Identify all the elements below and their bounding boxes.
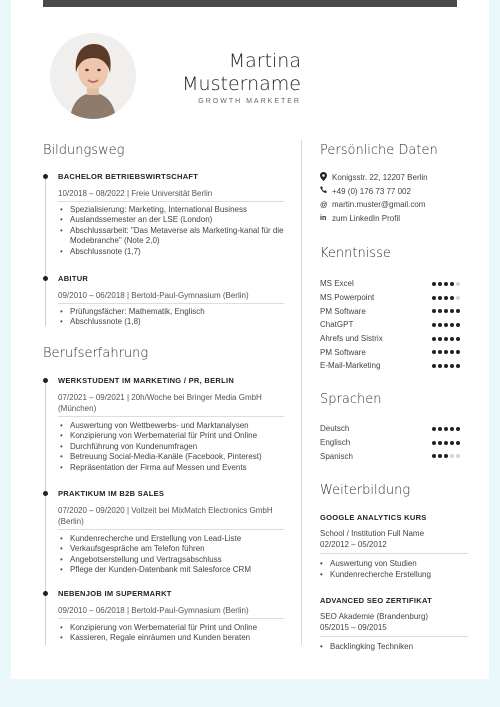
skill-row — [320, 277, 460, 291]
rating-dot — [456, 350, 460, 354]
experience-bullets — [60, 623, 292, 644]
training-title: GOOGLE ANALYTICS KURS — [320, 513, 427, 522]
skill-rating — [432, 364, 460, 368]
rating-dot — [456, 441, 460, 445]
skill-name: E-Mail-Marketing — [320, 361, 381, 371]
rating-dot — [444, 427, 448, 431]
education-title: ABITUR — [58, 274, 89, 283]
list-item: • Auswertung von Studien — [320, 558, 470, 569]
contact-list — [320, 171, 480, 225]
list-item: • Kassieren, Regale einräumen und Kunden beraten — [60, 633, 292, 643]
timeline-dot — [43, 174, 48, 179]
list-item: • Auslandssemester an der LSE (London) — [60, 215, 292, 225]
skill-rating — [432, 309, 460, 313]
experience-dates: 07/2021 – 09/2021 | 20h/Woche bei Bringer Media GmbH (München) — [58, 393, 262, 413]
list-item: • Konzipierung von Werbematerial für Print und Online — [60, 431, 292, 441]
training-dates: 02/2012 – 05/2012 — [320, 540, 387, 549]
contact-phone — [320, 185, 480, 199]
rating-dot — [432, 454, 436, 458]
location-pin-icon — [320, 172, 332, 183]
rating-dot — [456, 364, 460, 368]
skill-rating — [432, 337, 460, 341]
skill-name: Ahrefs und Sistrix — [320, 334, 383, 344]
experience-meta — [58, 392, 284, 417]
heading-training: Weiterbildung — [320, 483, 411, 498]
language-rating — [432, 454, 460, 458]
skill-name: PM Software — [320, 347, 366, 357]
rating-dot — [438, 364, 442, 368]
rating-dot — [444, 323, 448, 327]
rating-dot — [432, 441, 436, 445]
linkedin-icon: in — [320, 214, 327, 222]
contact-linkedin[interactable] — [320, 212, 480, 226]
rating-dot — [432, 350, 436, 354]
list-item: • Pflege der Kunden-Datenbank mit Salesforce CRM — [60, 565, 292, 575]
list-item: • Backlingking Techniken — [320, 641, 470, 652]
education-dates: 09/2010 – 06/2018 | Bertold-Paul-Gymnasium (Berlin) — [58, 291, 249, 300]
list-item: • Kundenrecherche und Erstellung von Lead-Liste — [60, 534, 292, 544]
training-bullets — [320, 641, 470, 652]
experience-bullets — [60, 534, 292, 576]
skill-rating — [432, 323, 460, 327]
rating-dot — [438, 296, 442, 300]
training-org: School / Institution Full Name — [320, 529, 425, 538]
phone-icon — [320, 186, 332, 196]
list-item: • Durchführung von Kundenumfragen — [60, 442, 292, 452]
rating-dot — [450, 364, 454, 368]
skill-row — [320, 291, 460, 305]
list-item: • Spezialisierung: Marketing, International Business — [60, 205, 292, 215]
rating-dot — [432, 282, 436, 286]
language-rating — [432, 441, 460, 445]
experience-dates: 09/2010 – 06/2018 | Bertold-Paul-Gymnasium (Berlin) — [58, 606, 249, 615]
training-title: ADVANCED SEO ZERTIFIKAT — [320, 596, 433, 605]
rating-dot — [444, 296, 448, 300]
rating-dot — [438, 282, 442, 286]
email-icon: @ — [320, 200, 328, 210]
rating-dot — [432, 427, 436, 431]
list-item: • Angebotserstellung und Vertragsabschluss — [60, 555, 292, 565]
training-bullets — [320, 558, 470, 580]
top-bar — [43, 0, 457, 7]
rating-dot — [456, 323, 460, 327]
rating-dot — [444, 282, 448, 286]
rating-dot — [444, 309, 448, 313]
skill-rating — [432, 282, 460, 286]
last-name: Mustername — [182, 73, 301, 95]
list-item: • Verkaufsgespräche am Telefon führen — [60, 544, 292, 554]
experience-meta — [58, 605, 284, 619]
rating-dot — [450, 282, 454, 286]
training-entry — [320, 513, 470, 580]
language-row — [320, 422, 460, 436]
rating-dot — [438, 337, 442, 341]
experience-timeline — [45, 380, 46, 645]
list-item: • Auswertung von Wettbewerbs- und Marktanalysen — [60, 421, 292, 431]
email-link[interactable]: martin.muster@gmail.com — [332, 200, 426, 210]
list-item: • Kundenrecherche Erstellung — [320, 569, 470, 580]
rating-dot — [444, 441, 448, 445]
rating-dot — [450, 309, 454, 313]
list-item: • Abschlussnote (1,7) — [60, 247, 292, 257]
language-rating — [432, 427, 460, 431]
resume-page — [11, 0, 489, 679]
skill-rating — [432, 296, 460, 300]
list-item: • Prüfungsfächer: Mathematik, Englisch — [60, 307, 292, 317]
rating-dot — [438, 441, 442, 445]
list-item: • Repräsentation der Firma auf Messen und Events — [60, 463, 292, 473]
heading-experience: Berufserfahrung — [43, 346, 149, 361]
education-timeline — [45, 176, 46, 326]
contact-email[interactable] — [320, 198, 480, 212]
rating-dot — [432, 323, 436, 327]
skill-row — [320, 345, 460, 359]
profile-photo — [50, 33, 136, 119]
education-bullets — [60, 205, 292, 257]
linkedin-link[interactable]: zum LinkedIn Profil — [332, 213, 401, 223]
education-meta — [58, 290, 284, 304]
rating-dot — [450, 350, 454, 354]
rating-dot — [438, 427, 442, 431]
timeline-dot — [43, 491, 48, 496]
rating-dot — [444, 337, 448, 341]
training-org: SEO Akademie (Brandenburg) — [320, 612, 429, 621]
skill-row — [320, 359, 460, 373]
experience-title: PRAKTIKUM IM B2B SALES — [58, 489, 165, 498]
language-name: Spanisch — [320, 451, 353, 461]
rating-dot — [456, 427, 460, 431]
skill-name: MS Excel — [320, 279, 354, 289]
training-entry — [320, 596, 470, 652]
rating-dot — [456, 337, 460, 341]
skill-row — [320, 318, 460, 332]
language-name: Deutsch — [320, 424, 350, 434]
rating-dot — [438, 350, 442, 354]
rating-dot — [450, 337, 454, 341]
rating-dot — [432, 309, 436, 313]
rating-dot — [450, 323, 454, 327]
experience-meta — [58, 505, 284, 530]
rating-dot — [432, 364, 436, 368]
list-item: • Konzipierung von Werbematerial für Print und Online — [60, 623, 292, 633]
education-title: BACHELOR BETRIEBSWIRTSCHAFT — [58, 172, 199, 181]
heading-education: Bildungsweg — [43, 143, 125, 158]
rating-dot — [438, 454, 442, 458]
languages-list — [320, 422, 460, 463]
rating-dot — [450, 296, 454, 300]
language-row — [320, 449, 460, 463]
skill-name: PM Software — [320, 306, 366, 316]
rating-dot — [444, 454, 448, 458]
rating-dot — [438, 323, 442, 327]
skills-list — [320, 277, 460, 373]
training-dates: 05/2015 – 09/2015 — [320, 623, 387, 632]
education-dates: 10/2018 – 08/2022 | Freie Universität Berlin — [58, 189, 213, 198]
phone-text: +49 (0) 176 73 77 002 — [332, 186, 411, 196]
skill-name: ChatGPT — [320, 320, 354, 330]
list-item: • Betreuung Social-Media-Kanäle (Facebook, Pinterest) — [60, 452, 292, 462]
rating-dot — [450, 441, 454, 445]
first-name: Martina — [228, 50, 301, 72]
rating-dot — [456, 454, 460, 458]
rating-dot — [444, 350, 448, 354]
rating-dot — [456, 296, 460, 300]
rating-dot — [456, 282, 460, 286]
education-meta — [58, 188, 284, 202]
rating-dot — [444, 364, 448, 368]
language-row — [320, 436, 460, 450]
list-item: • Abschlussnote (1,8) — [60, 317, 292, 327]
rating-dot — [432, 337, 436, 341]
address-text: Konigsstr. 22, 12207 Berlin — [332, 173, 428, 183]
heading-languages: Sprachen — [320, 392, 382, 407]
rating-dot — [456, 309, 460, 313]
heading-skills: Kenntnisse — [320, 246, 391, 261]
education-bullets — [60, 307, 292, 328]
rating-dot — [438, 309, 442, 313]
rating-dot — [450, 427, 454, 431]
column-divider — [301, 140, 302, 645]
experience-bullets — [60, 421, 292, 473]
skill-row — [320, 304, 460, 318]
skill-rating — [432, 350, 460, 354]
language-name: Englisch — [320, 438, 351, 448]
heading-personal: Persönliche Daten — [320, 143, 438, 158]
timeline-dot — [43, 591, 48, 596]
timeline-dot — [43, 276, 48, 281]
list-item: • Abschlussarbeit: "Das Metaverse als Marketing-kanal für die Modebranche" (Note 2,0) — [60, 226, 292, 247]
skill-name: MS Powerpoint — [320, 293, 375, 303]
skill-row — [320, 332, 460, 346]
experience-dates: 07/2020 – 09/2020 | Vollzeit bei MixMatch Electronics GmbH (Berlin) — [58, 506, 273, 526]
experience-title: WERKSTUDENT IM MARKETING / PR, BERLIN — [58, 376, 235, 385]
experience-title: NEBENJOB IM SUPERMARKT — [58, 589, 172, 598]
job-role: GROWTH MARKETER — [198, 98, 301, 105]
rating-dot — [432, 296, 436, 300]
timeline-dot — [43, 378, 48, 383]
rating-dot — [450, 454, 454, 458]
contact-address — [320, 171, 480, 185]
candidate-name — [161, 50, 301, 96]
